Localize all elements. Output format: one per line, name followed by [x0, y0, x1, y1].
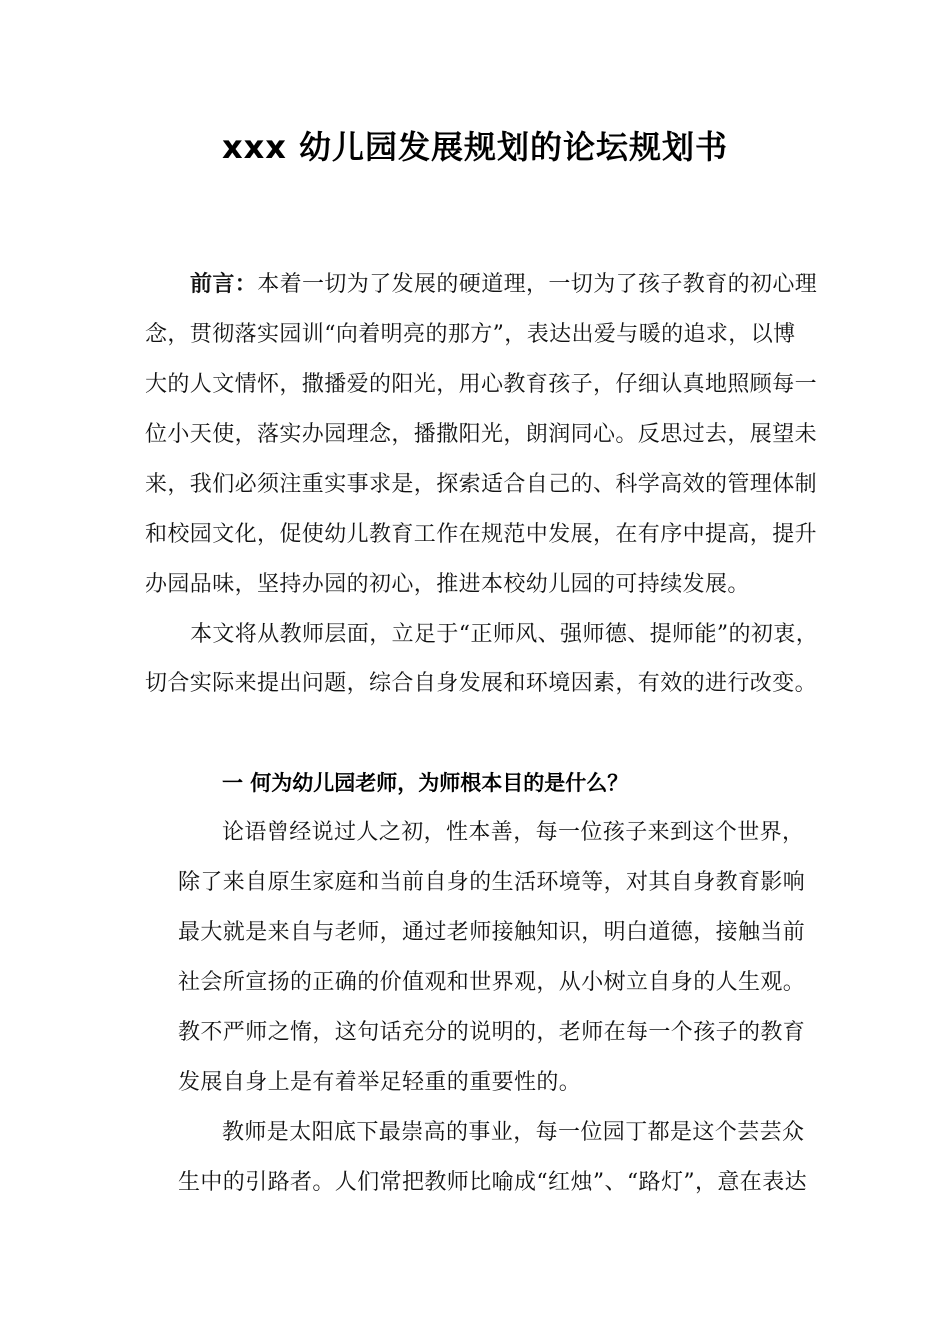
- preface-line-3: 大的人文情怀，撒播爱的阳光，用心教育孩子，仔细认真地照顾每一: [145, 372, 818, 397]
- preface-line-2: 念，贯彻落实园训“向着明亮的那方”，表达出爱与暖的追求，以博: [145, 322, 796, 347]
- section1-para1-line-1: 论语曾经说过人之初，性本善，每一位孩子来到这个世界，: [222, 820, 805, 845]
- section1-para2-line-1: 教师是太阳底下最崇高的事业，每一位园丁都是这个芸芸众: [222, 1120, 805, 1145]
- section-heading-1: 一 何为幼儿园老师，为师根本目的是什么？: [222, 771, 629, 795]
- section1-para1-line-2: 除了来自原生家庭和当前自身的生活环境等，对其自身教育影响: [178, 870, 806, 895]
- preface-line-6: 和校园文化，促使幼儿教育工作在规范中发展，在有序中提高，提升: [145, 522, 818, 547]
- preface-label: 前言：: [190, 272, 258, 297]
- section1-para1-line-6: 发展自身上是有着举足轻重的重要性的。: [178, 1070, 582, 1095]
- preface-line-4: 位小天使，落实办园理念，播撒阳光，朗润同心。反思过去，展望未: [145, 422, 818, 447]
- section1-para1-line-3: 最大就是来自与老师，通过老师接触知识，明白道德，接触当前: [178, 920, 806, 945]
- preface-text-1: 本着一切为了发展的硬道理，一切为了孩子教育的初心理: [257, 272, 818, 297]
- intro-line-1: 本文将从教师层面，立足于“正师风、强师德、提师能”的初衷，: [190, 622, 819, 647]
- section1-para2-line-2: 生中的引路者。人们常把教师比喻成“红烛”、“路灯”，意在表达: [178, 1170, 807, 1195]
- section1-para1-line-5: 教不严师之惰，这句话充分的说明的，老师在每一个孩子的教育: [178, 1020, 806, 1045]
- section1-para1-line-4: 社会所宣扬的正确的价值观和世界观，从小树立自身的人生观。: [178, 970, 806, 995]
- preface-line-1: [190, 270, 817, 300]
- document-title: xxx 幼儿园发展规划的论坛规划书: [221, 128, 729, 166]
- intro-line-2: 切合实际来提出问题，综合自身发展和环境因素，有效的进行改变。: [145, 671, 818, 696]
- preface-line-7: 办园品味，坚持办园的初心，推进本校幼儿园的可持续发展。: [145, 572, 750, 597]
- preface-line-5: 来，我们必须注重实事求是，探索适合自己的、科学高效的管理体制: [145, 472, 818, 497]
